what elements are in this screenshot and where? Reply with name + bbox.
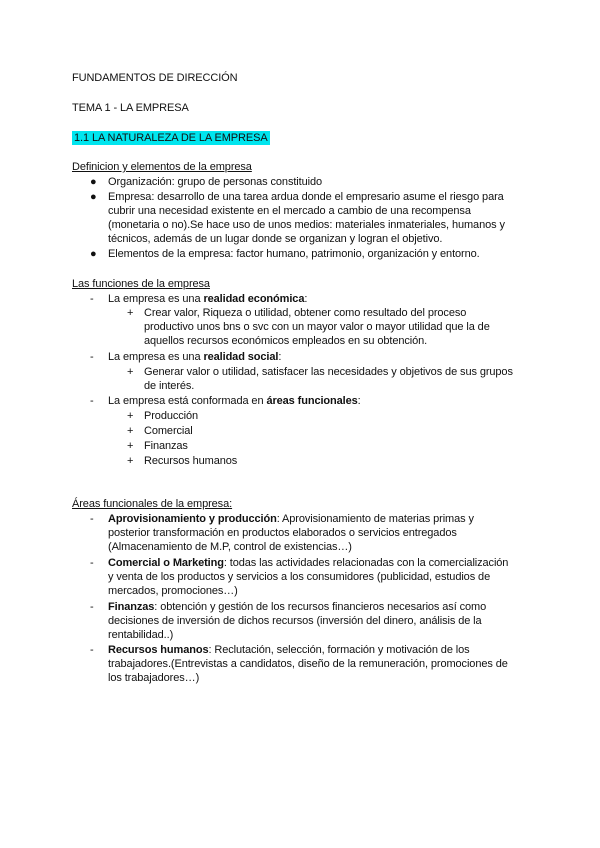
- section-title-highlight: 1.1 LA NATURALEZA DE LA EMPRESA: [74, 132, 268, 144]
- funciones-subitem-line: de interés.: [144, 380, 195, 392]
- areas-item-line: Finanzas: obtención y gestión de los recursos financieros necesarios así como: [108, 601, 487, 613]
- areas-item-line: los trabajadores…): [108, 672, 200, 684]
- areas-heading: Áreas funcionales de la empresa:: [72, 498, 233, 510]
- definicion-item-line: técnicos, además de un lugar donde se organizan y logran el objetivo.: [108, 233, 443, 245]
- funciones-subitem-line: Generar valor o utilidad, satisfacer las necesidades y objetivos de sus grupos: [144, 366, 513, 378]
- bullet-dash-icon: -: [90, 557, 94, 569]
- bullet-plus-icon: +: [127, 307, 134, 319]
- areas-item-line: posterior transformación en productos elaborados o servicios entregados: [108, 527, 457, 539]
- bullet-plus-icon: +: [127, 366, 134, 378]
- bullet-plus-icon: +: [127, 455, 134, 467]
- bullet-plus-icon: +: [127, 410, 134, 422]
- topic-title: TEMA 1 - LA EMPRESA: [72, 102, 189, 114]
- bullet-dot-icon: ●: [90, 176, 97, 188]
- bullet-dash-icon: -: [90, 293, 94, 305]
- funciones-subitem-line: aquellos recursos económicos empleados en su obtención.: [144, 335, 428, 347]
- bullet-dot-icon: ●: [90, 191, 97, 203]
- bullet-dash-icon: -: [90, 351, 94, 363]
- areas-item-line: (Almacenamiento de M.P, control de existencias…): [108, 541, 352, 553]
- funciones-subitem-line: Finanzas: [144, 440, 188, 452]
- bullet-dash-icon: -: [90, 644, 94, 656]
- areas-item-line: mercados, promociones…): [108, 585, 238, 597]
- funciones-subitem-line: Comercial: [144, 425, 193, 437]
- bullet-dash-icon: -: [90, 395, 94, 407]
- funciones-subitem-line: productivo unos bns o svc con un mayor valor o mayor utilidad que la de: [144, 321, 490, 333]
- bullet-dash-icon: -: [90, 601, 94, 613]
- areas-item-line: rentabilidad..): [108, 629, 174, 641]
- definicion-item-line: Organización: grupo de personas constituido: [108, 176, 323, 188]
- definicion-item-line: Empresa: desarrollo de una tarea ardua donde el empresario asume el riesgo para: [108, 191, 504, 203]
- definicion-heading: Definicion y elementos de la empresa: [72, 161, 252, 173]
- definicion-item-line: Elementos de la empresa: factor humano, patrimonio, organización y entorno.: [108, 248, 480, 260]
- bullet-dash-icon: -: [90, 513, 94, 525]
- areas-item-line: Recursos humanos: Reclutación, selección, formación y motivación de los: [108, 644, 470, 656]
- areas-item-line: y venta de los productos y servicios a los consumidores (publicidad, estudios de: [108, 571, 491, 583]
- areas-item-line: decisiones de inversión de dichos recursos (inversión del dinero, análisis de la: [108, 615, 482, 627]
- funciones-item: La empresa es una realidad económica:: [108, 293, 308, 305]
- funciones-item: La empresa es una realidad social:: [108, 351, 282, 363]
- areas-item-line: Aprovisionamiento y producción: Aprovisionamiento de materias primas y: [108, 513, 474, 525]
- funciones-item: La empresa está conformada en áreas funcionales:: [108, 395, 361, 407]
- bullet-plus-icon: +: [127, 425, 134, 437]
- definicion-item-line: cubrir una necesidad existente en el mercado a cambio de una recompensa: [108, 205, 471, 217]
- areas-item-line: Comercial o Marketing: todas las actividades relacionadas con la comercialización: [108, 557, 509, 569]
- funciones-heading: Las funciones de la empresa: [72, 278, 210, 290]
- section-title: [72, 131, 270, 145]
- course-title: FUNDAMENTOS DE DIRECCIÓN: [72, 72, 238, 84]
- funciones-subitem-line: Recursos humanos: [144, 455, 238, 467]
- bullet-dot-icon: ●: [90, 248, 97, 260]
- funciones-subitem-line: Producción: [144, 410, 199, 422]
- areas-item-line: trabajadores.(Entrevistas a candidatos, diseño de la remuneración, promociones de: [108, 658, 508, 670]
- funciones-subitem-line: Crear valor, Riqueza o utilidad, obtener como resultado del proceso: [144, 307, 467, 319]
- definicion-item-line: (monetaria o no).Se hace uso de unos medios: materiales inmateriales, humanos y: [108, 219, 505, 231]
- bullet-plus-icon: +: [127, 440, 134, 452]
